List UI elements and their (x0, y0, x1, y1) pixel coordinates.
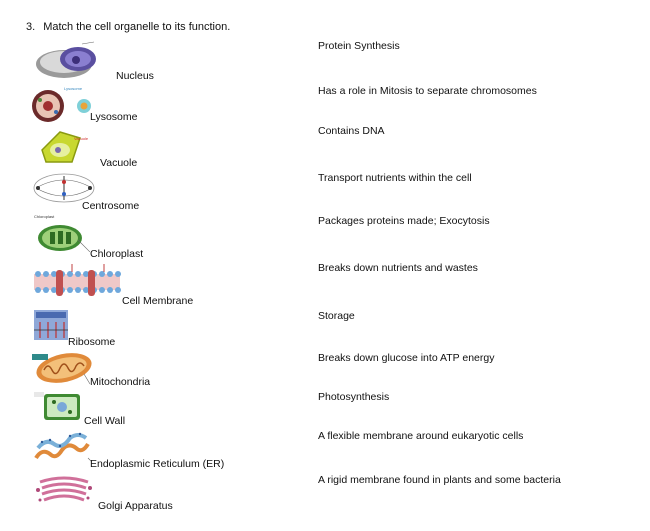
organelle-label-mitochondria: Mitochondria (90, 376, 151, 388)
function-item: A flexible membrane around eukaryotic cells (318, 430, 524, 442)
chloroplast-icon (34, 212, 90, 252)
lysosome-image-tag: Lysosome (64, 86, 83, 91)
question-number: 3. (26, 21, 36, 33)
organelle-label-golgi: Golgi Apparatus (98, 500, 173, 512)
vacuole-image-tag: Vacuole (74, 136, 89, 141)
vacuole-icon (36, 128, 96, 166)
function-item: Protein Synthesis (318, 40, 400, 52)
organelle-label-cell-wall: Cell Wall (84, 415, 126, 427)
organelle-label-chloroplast: Chloroplast (90, 248, 144, 260)
organelle-label-nucleus: Nucleus (116, 70, 154, 82)
golgi-icon (34, 472, 94, 506)
function-item: Packages proteins made; Exocytosis (318, 215, 490, 227)
chloroplast-image-tag: Chloroplast (34, 214, 55, 219)
question-text: Match the cell organelle to its function. (43, 21, 231, 33)
mitochondria-icon (30, 348, 96, 386)
function-item: Has a role in Mitosis to separate chromosomes (318, 85, 537, 97)
cell-membrane-icon (32, 262, 124, 302)
organelle-label-vacuole: Vacuole (100, 157, 138, 169)
question-heading (26, 21, 230, 33)
nucleus-icon (34, 40, 102, 80)
organelle-label-cell-membrane: Cell Membrane (122, 295, 194, 307)
function-item: Contains DNA (318, 125, 385, 137)
function-item: Breaks down nutrients and wastes (318, 262, 478, 274)
function-item: Breaks down glucose into ATP energy (318, 352, 495, 364)
function-item: A rigid membrane found in plants and some bacteria (318, 474, 561, 486)
function-item: Photosynthesis (318, 391, 390, 403)
ribosome-icon (32, 308, 72, 344)
cell-wall-icon (34, 390, 86, 424)
lysosome-icon (30, 84, 96, 124)
organelle-label-lysosome: Lysosome (90, 111, 138, 123)
organelle-label-er: Endoplasmic Reticulum (ER) (90, 458, 225, 470)
organelle-label-centrosome: Centrosome (82, 200, 140, 212)
er-icon (32, 428, 92, 468)
function-item: Transport nutrients within the cell (318, 172, 472, 184)
function-item: Storage (318, 310, 355, 322)
organelle-label-ribosome: Ribosome (68, 336, 116, 348)
